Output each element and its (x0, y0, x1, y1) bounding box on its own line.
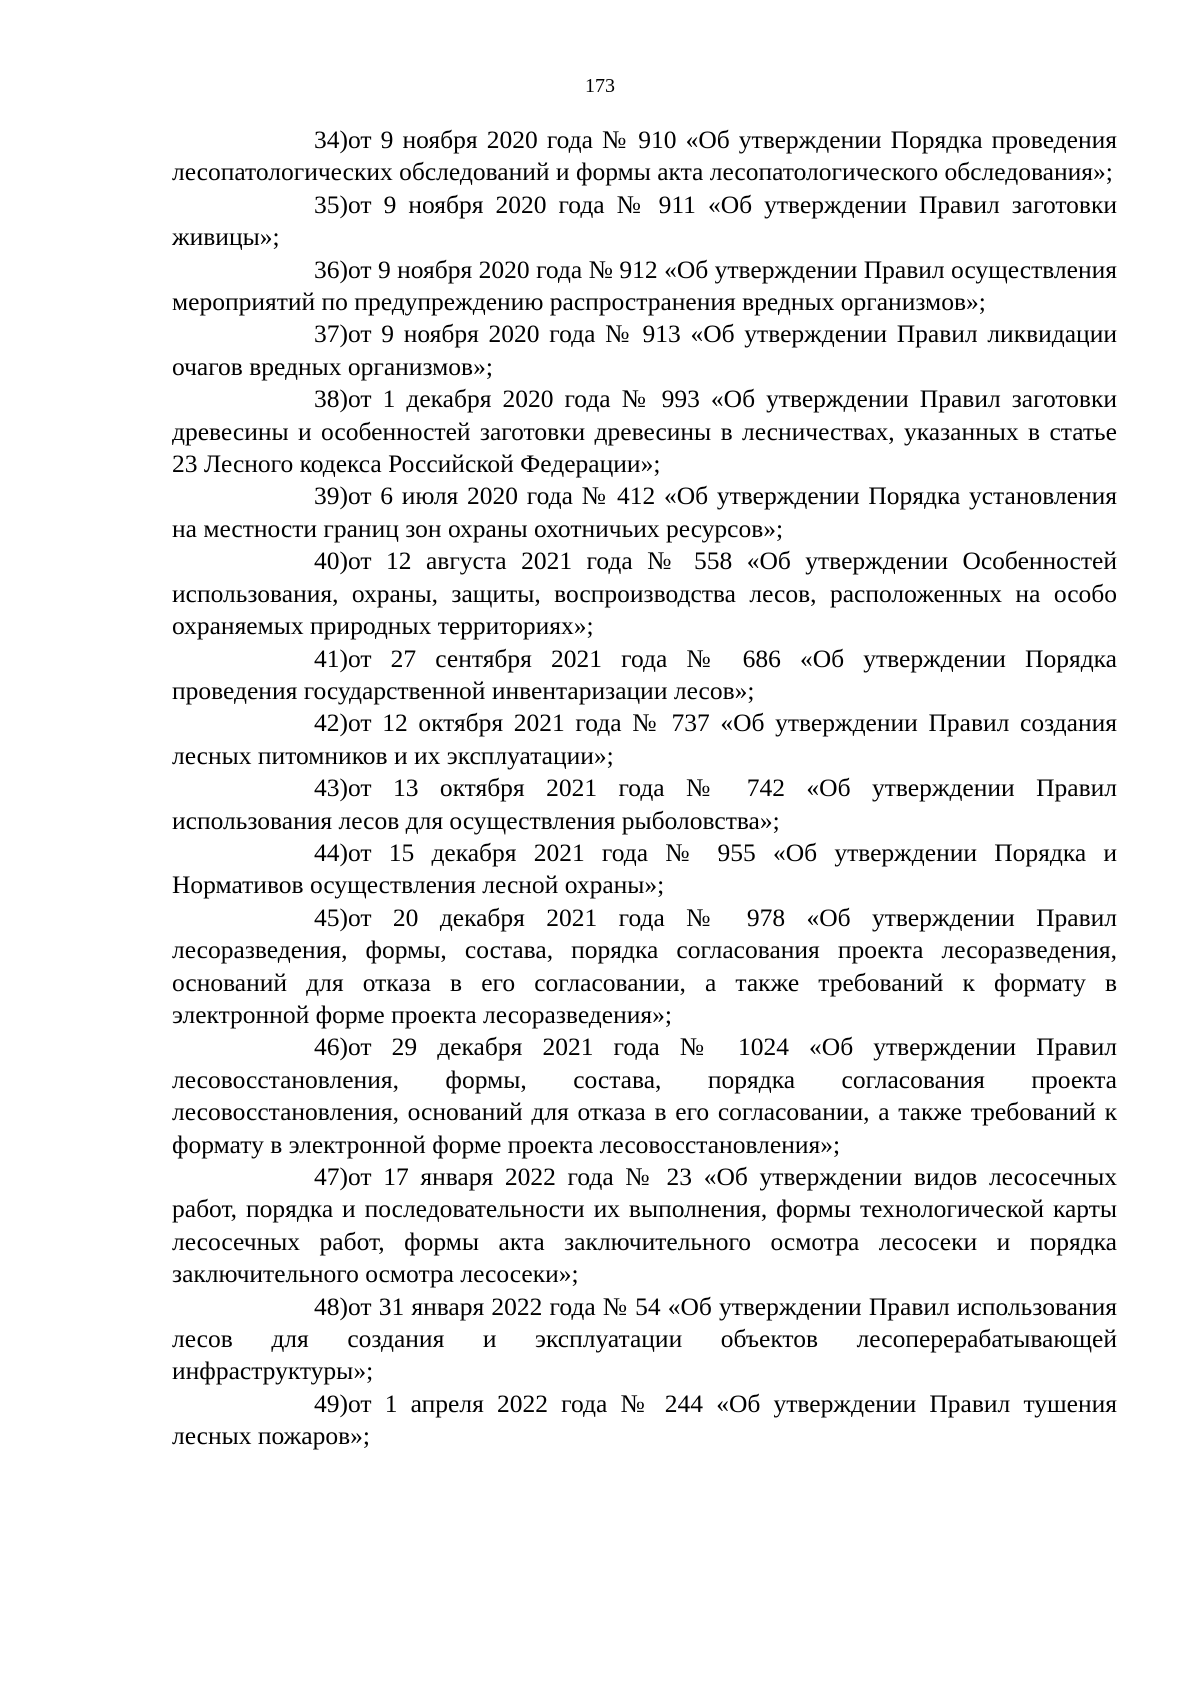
list-item (172, 124, 1117, 189)
item-text: от 1 апреля 2022 года № 244 «Об утверждении Правил тушения лесных пожаров»; (172, 1388, 1117, 1451)
item-number: 48) (314, 1291, 348, 1321)
item-number: 45) (314, 902, 348, 932)
item-number: 40) (314, 546, 348, 576)
item-number: 36) (314, 254, 348, 284)
item-text: от 9 ноября 2020 года № 911 «Об утверждении Правил заготовки живицы»; (172, 189, 1117, 252)
list-item (172, 254, 1117, 319)
list-item (172, 772, 1117, 837)
item-text: от 20 декабря 2021 года № 978 «Об утверждении Правил лесоразведения, формы, состава, порядка согласования проекта лесоразведения, оснований для отказа в его согласовании, а также требований к формату в электронной форме проекта лесоразведения»; (172, 902, 1117, 1029)
item-number: 35) (314, 189, 348, 219)
list-item (172, 1291, 1117, 1388)
item-number: 38) (314, 384, 348, 414)
list-item (172, 643, 1117, 708)
list-item (172, 383, 1117, 480)
item-text: от 1 декабря 2020 года № 993 «Об утверждении Правил заготовки древесины и особенностей заготовки древесины в лесничествах, указанных в статье 23 Лесного кодекса Российской Федерации»; (172, 384, 1117, 479)
item-number: 34) (314, 125, 348, 154)
item-number: 37) (314, 319, 348, 349)
item-text: от 27 сентября 2021 года № 686 «Об утверждении Порядка проведения государственной инвентаризации лесов»; (172, 643, 1117, 705)
item-text: от 29 декабря 2021 года № 1024 «Об утверждении Правил лесовосстановления, формы, состава, порядка согласования проекта лесовосстановления, оснований для отказа в его согласовании, а также требований к формату в электронной форме проекта лесовосстановления»; (172, 1032, 1117, 1159)
item-number: 42) (314, 708, 348, 738)
item-text: от 6 июля 2020 года № 412 «Об утверждении Порядка установления на местности границ зон охраны охотничьих ресурсов»; (172, 481, 1117, 543)
item-text: от 31 января 2022 года № 54 «Об утверждении Правил использования лесов для создания и эксплуатации объектов лесоперерабатывающей инфраструктуры»; (172, 1291, 1117, 1386)
item-text: от 17 января 2022 года № 23 «Об утверждении видов лесосечных работ, порядка и последовательности их выполнения, формы технологической карты лесосечных работ, формы акта заключительного осмотра лесосеки и порядка заключительного осмотра лесосеки»; (172, 1162, 1117, 1289)
list-item (172, 1031, 1117, 1161)
item-number: 43) (314, 773, 348, 803)
list-item (172, 1161, 1117, 1291)
item-number: 46) (314, 1032, 348, 1062)
item-text: от 9 ноября 2020 года № 913 «Об утверждении Правил ликвидации очагов вредных организмов»; (172, 319, 1117, 381)
list-item (172, 1388, 1117, 1453)
list-item (172, 189, 1117, 254)
item-text: от 15 декабря 2021 года № 955 «Об утверждении Порядка и Нормативов осуществления лесной охраны»; (172, 837, 1117, 900)
item-number: 44) (314, 837, 348, 867)
list-item (172, 318, 1117, 383)
item-number: 49) (314, 1388, 348, 1418)
list-item (172, 837, 1117, 902)
list-item (172, 480, 1117, 545)
item-number: 47) (314, 1162, 348, 1191)
list-item (172, 902, 1117, 1032)
item-text: от 9 ноября 2020 года № 910 «Об утверждении Порядка проведения лесопатологических обследований и формы акта лесопатологического обследования»; (172, 125, 1117, 187)
item-text: от 13 октября 2021 года № 742 «Об утверждении Правил использования лесов для осуществления рыболовства»; (172, 773, 1117, 835)
item-number: 39) (314, 481, 348, 511)
document-body (172, 124, 1117, 1453)
item-text: от 9 ноября 2020 года № 912 «Об утверждении Правил осуществления мероприятий по предупреждению распространения вредных организмов»; (172, 254, 1117, 317)
list-item (172, 545, 1117, 642)
list-item (172, 707, 1117, 772)
item-text: от 12 августа 2021 года № 558 «Об утверждении Особенностей использования, охраны, защиты, воспроизводства лесов, расположенных на особо охраняемых природных территориях»; (172, 546, 1117, 641)
page-number: 173 (585, 75, 615, 97)
item-number: 41) (314, 643, 348, 673)
item-text: от 12 октября 2021 года № 737 «Об утверждении Правил создания лесных питомников и их эксплуатации»; (172, 708, 1117, 770)
